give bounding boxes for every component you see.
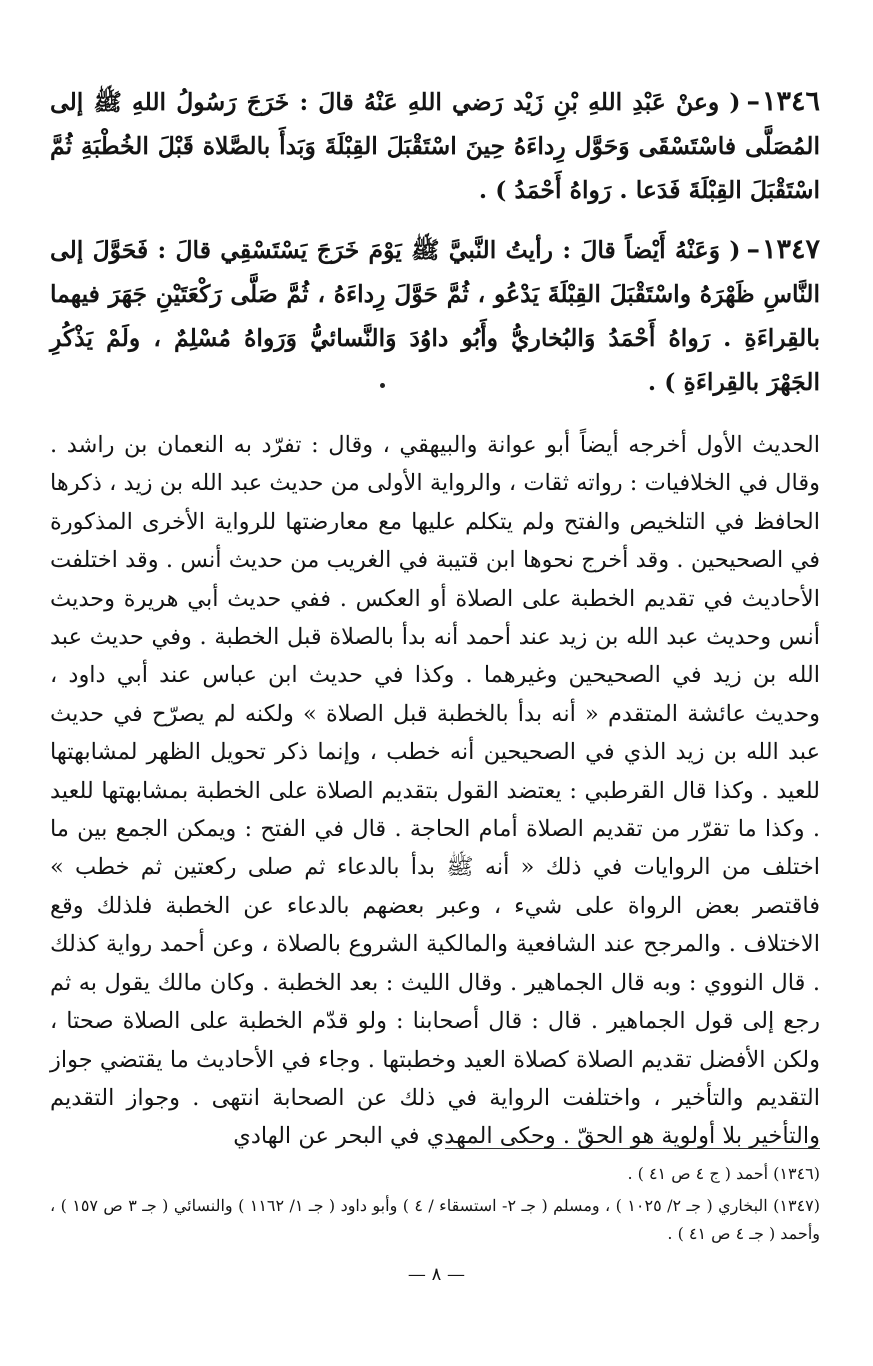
commentary-paragraph: الحديث الأول أخرجه أيضاً أبو عوانة والبيهقي ، وقال : تفرّد به النعمان بن راشد . وقال في الخلافيات : رواته ثقات ، والرواية الأولى من حديث عبد الله بن زيد ، ذكرها الحافظ في التلخيص والفتح ولم يتكلم عليها مع معارضتها للرواية الأخرى المذكورة في الصحيحين . وقد أخرج نحوها ابن قتيبة في الغريب من حديث أنس . وقد اختلفت الأحاديث في تقديم الخطبة على الصلاة أو العكس . ففي حديث أبي هريرة وحديث أنس وحديث عبد الله بن زيد عند أحمد أنه بدأ بالصلاة قبل الخطبة . وفي حديث عبد الله بن زيد في الصحيحين وغيرهما . وكذا في حديث ابن عباس عند أبي داود ، وحديث عائشة المتقدم « أنه بدأ بالخطبة قبل الصلاة » ولكنه لم يصرّح في حديث عبد الله بن زيد الذي في الصحيحين أنه خطب ، وإنما ذكر تحويل الظهر لمشابهتها للعيد . وكذا قال القرطبي : يعتضد القول بتقديم الصلاة على الخطبة بمشابهتها للعيد . وكذا ما تقرّر من تقديم الصلاة أمام الحاجة . قال في الفتح : ويمكن الجمع بين ما اختلف من الروايات في ذلك « أنه ﷺ بدأ بالدعاء ثم صلى ركعتين ثم خطب » فاقتصر بعض الرواة على شيء ، وعبر بعضهم بالدعاء عن الخطبة فلذلك وقع الاختلاف . والمرجح عند الشافعية والمالكية الشروع بالصلاة ، وعن أحمد رواية كذلك . قال النووي : وبه قال الجماهير . وقال الليث : بعد الخطبة . وكان مالك يقول به ثم رجع إلى قول الجماهير . قال : قال أصحابنا : ولو قدّم الخطبة على الصلاة صحتا ، ولكن الأفضل تقديم الصلاة كصلاة العيد وخطبتها . وجاء في الأحاديث ما يقتضي جواز التقديم والتأخير ، واختلفت الرواية في ذلك عن الصحابة انتهى . وجواز التقديم والتأخير بلا أولوية هو الحقّ . وحكى المهدي في البحر عن الهادي bbox=[50, 432, 821, 1150]
ornament-dot bbox=[380, 383, 385, 388]
page-body bbox=[50, 80, 820, 1156]
page-number: — ٨ — bbox=[407, 1264, 466, 1285]
hadith-1347 bbox=[50, 228, 820, 404]
hadith-number: ١٣٤٦ – bbox=[746, 86, 820, 117]
footnote-1347: (١٣٤٧) البخاري ( جـ ٢/ ١٠٢٥ ) ، ومسلم ( جـ ٢- استسقاء / ٤ ) وأبو داود ( جـ ١/ ١١٦٢ ) والنسائي ( جـ ٣ ص ١٥٧ ) ، وأحمد ( جـ ٤ ص ٤١ ) . bbox=[50, 1196, 821, 1243]
footnote-divider bbox=[445, 1148, 820, 1149]
commentary bbox=[50, 426, 820, 1156]
hadith-text: ( وعنْ عَبْدِ اللهِ بْنِ زَيْد رَضي اللهِ عَنْهُ قالَ : خَرَجَ رَسُولُ اللهِ ﷺ إلى المُصَلَّى فاسْتَسْقَى وَحَوَّل رِداءَهُ حِينَ اسْتَقْبَلَ القِبْلَةَ وَبَدأَ بالصَّلاة قَبْلَ الخُطْبَةِ ثُمَّ اسْتَقْبَلَ القِبْلَةَ فَدَعا . رَواهُ أَحْمَدُ ) . bbox=[50, 88, 820, 204]
footnotes bbox=[50, 1160, 820, 1252]
footnote-1346: (١٣٤٦) أحمد ( ج ٤ ص ٤١ ) . bbox=[627, 1164, 820, 1183]
hadith-1346 bbox=[50, 80, 820, 212]
hadith-text: ( وَعَنْهُ أَيْضاً قالَ : رأيتُ النَّبيَّ ﷺ يَوْمَ خَرَجَ يَسْتَسْقِي قالَ : فَحَوَّلَ إلى النَّاسِ ظَهْرَهُ واسْتَقْبَلَ القِبْلَةَ يَدْعُو ، ثُمَّ حَوَّلَ رِداءَهُ ، ثُمَّ صَلَّى رَكْعَتَيْنِ جَهَرَ فيهما بالقِراءَةِ . رَواهُ أَحْمَدُ وَالبُخاريُّ وأَبُو داوُدَ وَالنَّسائيُّ وَرَواهُ مُسْلِمٌ ، ولَمْ يَذْكُرِ الجَهْرَ بالقِراءَةِ ) . bbox=[50, 236, 820, 396]
hadith-number: ١٣٤٧ – bbox=[746, 234, 820, 265]
